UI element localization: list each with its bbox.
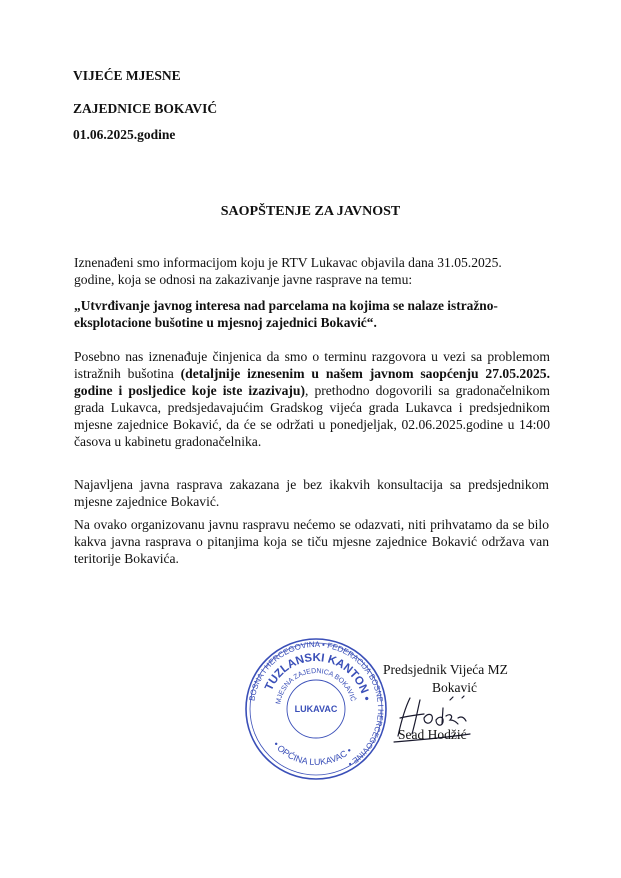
paragraph-intro-line2: godine, koja se odnosi na zakazivanje javne rasprave na temu: xyxy=(74,272,413,287)
council-name-line2: ZAJEDNICE BOKAVIĆ xyxy=(73,101,218,116)
stamp-center-text: LUKAVAC xyxy=(294,704,338,714)
stamp-bottom-text: • OPĆINA LUKAVAC • xyxy=(271,739,354,768)
paragraph-refusal: Na ovako organizovanu javnu raspravu nećemo se odazvati, niti prihvatamo da se bilo kakva javna rasprava o pitanjima koja se tiču mjesne zajednice Bokavić održava van teritorije Bokavića. xyxy=(74,517,549,566)
paragraph-intro xyxy=(74,254,549,288)
stamp-middle-text: TUZLANSKI KANTON • xyxy=(263,651,373,702)
paragraph-meeting-text-c: , prethodno dogovorili sa gradonačelnikom grada Lukavca, predsjedavajućim Gradskog vijeća grada Lukavca i predsjednikom mjesne zajednice Bokavić, da će se održati u ponedjeljak, 02.06.2025.godine u 14:00 časova u kabinetu gradonačelnika. xyxy=(74,383,550,449)
stamp-inner-text: MJESNA ZAJEDNICA BOKAVIĆ xyxy=(275,667,357,705)
paragraph-meeting xyxy=(74,348,550,450)
council-name-line1: VIJEĆE MJESNE xyxy=(73,68,181,83)
page-title: SAOPŠTENJE ZA JAVNOST xyxy=(220,204,401,219)
official-stamp xyxy=(243,636,389,782)
signature-title-line1: Predsjednik Vijeća MZ xyxy=(383,662,508,677)
stamp-outer-text: BOSNA I HERCEGOVINA • FEDERACIJA BOSNE I HERCEGOVINE • xyxy=(247,639,386,769)
paragraph-announcement: Najavljena javna rasprava zakazana je bez ikakvih konsultacija sa predsjednikom mjesne zajednice Bokavić. xyxy=(74,477,549,509)
document-date: 01.06.2025.godine xyxy=(73,127,176,142)
paragraph-meeting-text-a: Posebno nas iznenađuje činjenica da smo o terminu razgovora u vezi sa problemom istražnih bušotina xyxy=(74,349,550,381)
paragraph-meeting-bold: (detaljnije iznesenim u našem javnom saopćenju 27.05.2025. godine i posljedice koje iste izazivaju) xyxy=(74,366,550,398)
signature-title-line2: Bokavić xyxy=(432,680,477,695)
quoted-topic-line1: „Utvrđivanje javnog interesa nad parcelama na kojima se nalaze istražno- xyxy=(74,298,498,313)
signatory-name: Sead Hodžić xyxy=(398,727,467,742)
paragraph-intro-line1: Iznenađeni smo informacijom koju je RTV Lukavac objavila dana 31.05.2025. xyxy=(74,255,502,270)
quoted-topic-line2: eksplotacione bušotine u mjesnoj zajednici Bokavić“. xyxy=(74,315,377,330)
quoted-topic xyxy=(74,297,549,331)
